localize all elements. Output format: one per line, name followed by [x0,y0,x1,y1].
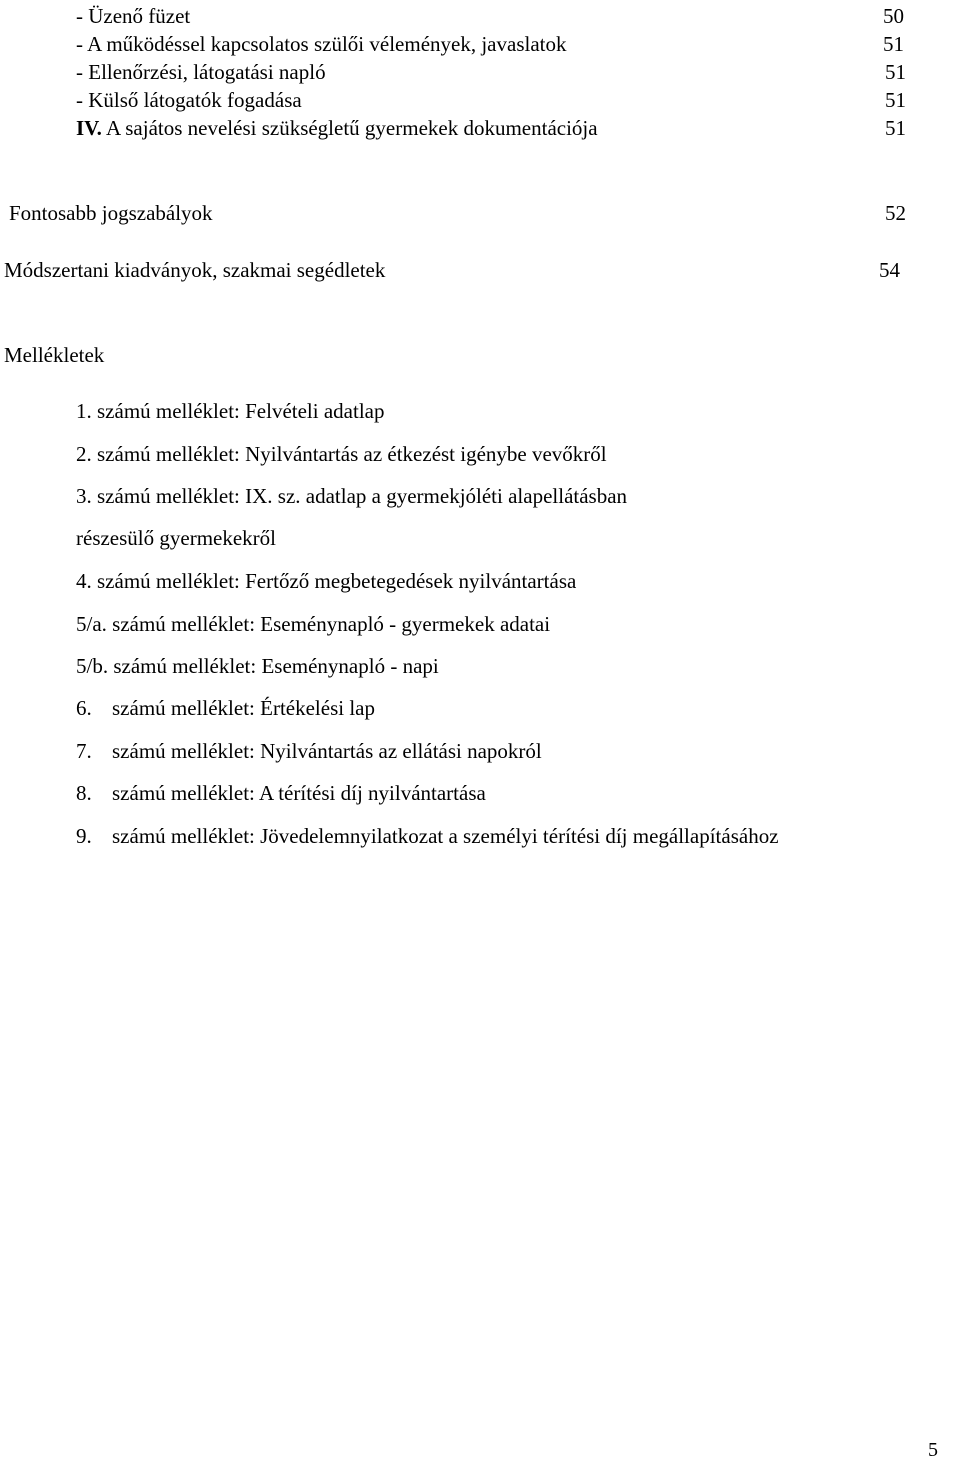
section-title: Módszertani kiadványok, szakmai segédletek [4,258,386,282]
attachment-item: 2. számú melléklet: Nyilvántartás az étkezést igénybe vevőkről [76,442,607,466]
toc-entry-page: 51 [885,116,906,140]
attachment-item: 5/a. számú melléklet: Eseménynapló - gyermekek adatai [76,612,551,636]
attachment-number: 9. [76,824,92,848]
toc-entry-page: 51 [885,60,906,84]
section-title: Fontosabb jogszabályok [9,201,213,225]
toc-entry-page: 50 [883,4,904,28]
toc-chapter-label: A sajátos nevelési szükségletű gyermekek dokumentációja [105,116,598,140]
attachment-text: számú melléklet: A térítési díj nyilvántartása [112,781,486,805]
toc-entry-page: 51 [885,88,906,112]
page-number: 5 [928,1439,938,1461]
toc-entry-label: - Külső látogatók fogadása [76,88,302,112]
attachment-item [76,698,375,719]
toc-chapter-title [76,118,598,139]
attachments-heading: Mellékletek [4,343,105,367]
attachment-item [76,783,486,804]
attachment-text: számú melléklet: Értékelési lap [112,696,375,720]
toc-entry-label: - Ellenőrzési, látogatási napló [76,60,326,84]
attachment-item: 5/b. számú melléklet: Eseménynapló - napi [76,654,439,678]
attachment-text: számú melléklet: Jövedelemnyilatkozat a személyi térítési díj megállapításához [112,824,779,848]
attachment-text: számú melléklet: Nyilvántartás az ellátási napokról [112,739,542,763]
attachment-number: 6. [76,696,92,720]
toc-entry-page: 51 [883,32,904,56]
section-page: 52 [885,201,906,225]
attachment-item [76,826,779,847]
toc-entry-label: - Üzenő füzet [76,4,191,28]
attachment-item: 3. számú melléklet: IX. sz. adatlap a gyermekjóléti alapellátásban [76,484,628,508]
toc-chapter-number: IV. [76,116,102,140]
attachment-item: 1. számú melléklet: Felvételi adatlap [76,399,385,423]
attachment-number: 7. [76,739,92,763]
section-page: 54 [879,258,900,282]
attachment-item: 4. számú melléklet: Fertőző megbetegedések nyilvántartása [76,569,577,593]
attachment-number: 8. [76,781,92,805]
attachment-item-continuation: részesülő gyermekekről [76,526,277,550]
attachment-item [76,741,542,762]
toc-entry-label: - A működéssel kapcsolatos szülői vélemények, javaslatok [76,32,567,56]
